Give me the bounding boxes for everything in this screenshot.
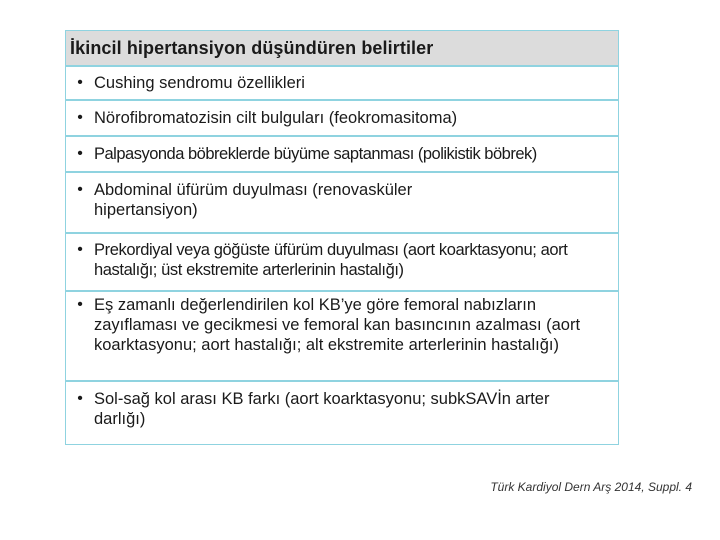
table-row <box>66 173 618 234</box>
bullet-marker: • <box>77 296 83 313</box>
row-text: Sol-sağ kol arası KB farkı (aort koarktasyonu; subkSAVİn arter darlığı) <box>94 390 550 428</box>
citation: Türk Kardiyol Dern Arş 2014, Suppl. 4 <box>490 480 692 494</box>
bullet-marker: • <box>77 109 83 126</box>
table-row <box>66 137 618 173</box>
bullet-marker: • <box>77 390 83 407</box>
table-row <box>66 234 618 292</box>
table-row <box>66 101 618 137</box>
row-text: Eş zamanlı değerlendirilen kol KB’ye göre femoral nabızların zayıflaması ve gecikmesi ve femoral kan basıncının azalması (aort koarktasyonu; aort hastalığı; alt ekstremite arterlerinin hastalığı) <box>94 296 581 354</box>
table-row <box>66 382 618 444</box>
row-text: Palpasyonda böbreklerde büyüme saptanması (polikistik böbrek) <box>94 145 537 163</box>
table-header: İkincil hipertansiyon düşündüren belirtiler <box>66 31 618 67</box>
table-row <box>66 67 618 101</box>
table-row <box>66 292 618 382</box>
row-text: Cushing sendromu özellikleri <box>94 74 305 92</box>
row-text: Prekordiyal veya göğüste üfürüm duyulması (aort koarktasyonu; aort hastalığı; üst ekstremite arterlerinin hastalığı) <box>94 241 568 279</box>
bullet-marker: • <box>77 241 83 258</box>
signs-table <box>65 30 619 445</box>
bullet-marker: • <box>77 145 83 162</box>
bullet-marker: • <box>77 74 83 91</box>
row-text: Abdominal üfürüm duyulması (renovasküler hipertansiyon) <box>94 181 413 219</box>
row-text: Nörofibromatozisin cilt bulguları (feokromasitoma) <box>94 109 458 127</box>
bullet-marker: • <box>77 181 83 198</box>
